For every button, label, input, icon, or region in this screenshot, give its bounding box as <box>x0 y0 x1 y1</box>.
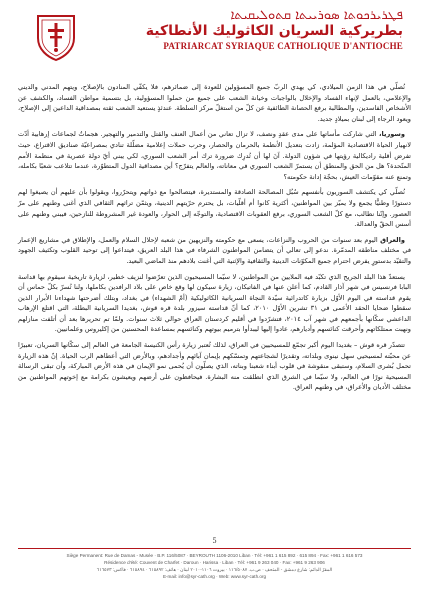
paragraph <box>18 187 411 229</box>
letterhead-titles <box>83 8 403 52</box>
paragraph-lead: والعراق <box>380 235 405 244</box>
paragraph-lead: وسوريا، <box>379 130 405 139</box>
paragraph-text: نُصلّي كي يكتشف السوريون بأنفسهم سُبُل المصالحة الصادقة والمستديرة، فيتصالحوا مع ذواتهم ويتحرّروا، ويقولوا بأن عليهم أن يصيغوا لهم دستورًا وطنيًّا يجمع ولا يميّز بين المواطنين، أكثرية كانوا أم أقلّيات، بل يحترم حرّيتهم الدينية، ويثمّن تراثهم الثقافي الذي أغنى وطنهم على مرّ العصور. وإنّنا نطالب، مع كلّ الشعب السوري، برفع العقوبات الاقتصادية، والتوجّه إلى الحوار، والعودة غير المشروطة للنازحين، فيبني وطنهم على أسس الحقّ والعدالة. <box>18 188 411 229</box>
latin-title: PATRIARCAT SYRIAQUE CATHOLIQUE D'ANTIOCHE <box>163 41 403 51</box>
paragraph <box>18 82 411 124</box>
paragraph-text: يستعدّ هذا البلد الجريح الذي تكبّد فيه الملايين من المواطنين، لا سيّما المسيحيون الذين تعرّضوا لنزيف خطير، لزيارة تاريخية سيقوم بها قداسة البابا فرنسيس في شهر آذار القادم، كما أعلن عنها في الفاتيكان، زيارة سيكون لها وقع خاص على بلاد الرافدين بكاملها، ولنا تُسرّ بكلّ حماس أن يقوم قداسته في اليوم الأوّل بزيارة كاتدرائية سيّدة النجاة السريانية الكاثوليكية (أمّ الشهداء) في بغداد، وبتلك أضرحتها شهداءنا الأبرار الذين سقطوا ضحايا الحقد الأعمى في ٣١ تشرين الأوّل ٢٠١٠، كما أنّ قداسته سيزور بلدة قره قوش، بغديدا السريانية البطلة، التي اقتلع الإرهاب الداعشي سكّانها بأجمعهم في شهر آب ٢٠١٤، فتشرّدوا في أقليم كردستان العراق حوالي ثلاث سنوات. ولمّا تم تحريرها بعد أن أتلفت منازلهم ونهبت ممتلكاتهم وأحرقت كنائسهم وأديارهم، عادوا إليها ليبدأوا بترميم بيوتهم وكنائسهم بمساعدة المحسنين من إكليروس وعلمانيين. <box>18 272 411 334</box>
footer-address-line: Résidence d'été: Couvent de Charfet · Daroun · Harissa · Liban · Tél: +961 9 263 040 · Fax: +961 9 263 906 <box>104 560 325 565</box>
paragraph <box>18 235 411 267</box>
footer-address-line: Siège Permanent: Rue de Damas - Musée · B.P. 116/5087 · BEYROUTH 1106-2010 Liban · Tél: +961 1 615 892 · 615 894 · Fax: +961 1 616 573 <box>66 553 363 558</box>
letter-body <box>18 82 411 393</box>
letterhead-footer <box>18 548 411 580</box>
paragraph <box>18 340 411 393</box>
paragraph-text: التي شاركت مأساتها على مدى عقدٍ ونصف، لا تزال تعاني من أعمال العنف والقتل والتدمير والتهجير. هجماتٌ لجماعات إرهابية أدّت لانهيار الحياة الاقتصادية المؤلمة، زادت بتعديل الأنظمة بالحرمان والحصار، وحرب حملات إعلامية مضلّلة تنادي بمصراعيّة صناديق الاقتراع، حيث تفرض أقلية راديكالية رؤيتها في شؤون الدولة. آنَ لها أن تُدرِك ضرورة ترك أمر الشعب السوري، لكي يبني أيّ دولة عصرية في منظمة الأمم المتّحدة؟ هل من الحق والمنطق أن يستمرّ الشعب السوري في معاناته، والعالم يتفرّج؟ أين مصداقية الدول المتطوّرة، عندما تتلاعب شعبًا بكامله، وتمنع عنه مقوّمات العيش، بحجّة إدانة حكومته؟ <box>18 130 411 181</box>
page-number: 5 <box>212 536 217 545</box>
paragraph <box>18 272 411 336</box>
paragraph-text: اليوم بعد سنوات من الحروب والنزاعات، يسعى مع حكومته والنزيهين من شعبه لإحلال السلام والعمل، والإطلاق في مشاريع الإعمار في مختلف مناطقه المدمّرة. ندعو إلى تعالي أن يتضامن المواطنون الشرفاء في هذا البلد العريق، فيتداعوا إلى توحيد القلوب وتكثيف الجهود والتقيّد بدستورٍ يفرض احترام جميع المكوّنات الدينية والثقافية والإثنية التي أغنت بلادهم منذ الماضي البعيد. <box>18 235 411 265</box>
footer-address-line: المقرّ الدائم: شارع دمشق - المتحف · ص.ب. ١١٦/٥٠٨٧ · بيروت ١١٠٦-٢٠١٠ لبنان · هاتف: ٦١٥٨٩٢ · ٦١٥٨٩٤ · فاكس: ٦١٦٥٧٣ <box>96 567 333 572</box>
paragraph-text: تتصدّر قره قوش – بغديدا اليوم أكبر تجمّع للمسيحيين في العراق، لذلك تُعتبر زيارة رأس الكنيسة الجامعة في العالم إلى سكّانها السريان، تعبيرًا عن محبّته لمسيحيي سهل نينوى وبلداته، وتقديرًا لشجاعتهم وتمسّكهم بإيمان آبائهم وأجدادهم، وبالأرض التي أعطاهم الرب الحياة. إنّ هذه الزيارة تحمل بُشرى السلام، وستبقى منقوشة في قلوب أبناء شعبنا وبناته، الذي يصلّون أن يُحمى نمو الإيمان في هذه الأرض المباركة، وأن تبقى الرسالة المسيحية نورًا في العالم، ولا سيّما في الشرق الذي انطلقت منه البشارة. فيحافظون على أرضهم ويعيشون بكرامة مع إخوتهم المواطنين من مختلف الأديان والأعراق، في وطنهم العراق. <box>18 341 411 392</box>
footer-contact-line: E-mail: info@syr-cath.org · Web: www.syr-cath.org <box>162 574 267 579</box>
paragraph-text: نُصلّي في هذا الزمن الميلادي، كي يهدي الربّ جميع المسؤولين للعودة إلى ضمائرهم، فلا يكفّي المنادون بالإصلاح، ويتهم المدني والديني والإعلامي، بالعمل لإنهاء الفساد والإخلال بالواجبات وخيانة الشعب على جميع من حملوا المسؤولية، بل بتسمية مواطن الفساد، والكشف عن الأشخاص الفاسدين، والمطالبة برفع الحصانة الطائفية عن كلّ من استغلّ مركز السلطة. عندئذٍ يستعيد الشعب ثقته بمصداقية الداعين إلى الإصلاح، ويعود الرجاء إلى لبنان بميلادٍ جديد. <box>18 83 411 123</box>
patriarchate-seal-icon <box>34 12 78 62</box>
syriac-title: ܦܛܪܝܪܟܘܬܐ ܣܘܪܝܝܬܐ ܩܬܘܠܝܩܝܬܐ <box>230 8 403 23</box>
arabic-title: بطريركية السريان الكاثوليك الأنطاكية <box>145 23 403 39</box>
paragraph <box>18 129 411 182</box>
letterhead <box>18 8 411 64</box>
